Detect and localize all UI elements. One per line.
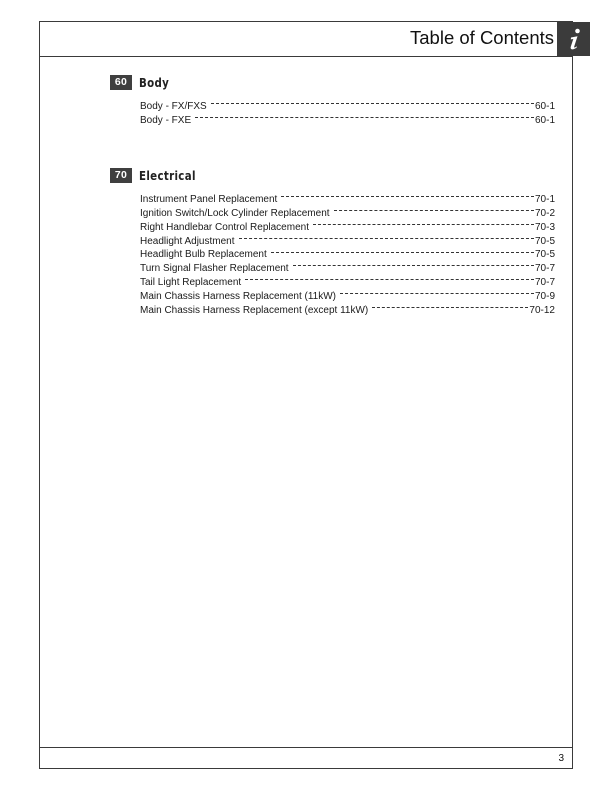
section-number-badge: 70 bbox=[110, 168, 132, 183]
toc-entry-title: Body - FX/FXS bbox=[140, 100, 207, 112]
info-italic-icon bbox=[566, 27, 582, 51]
toc-entry[interactable] bbox=[140, 188, 555, 205]
toc-entry-list bbox=[140, 95, 555, 126]
dot-leader bbox=[340, 285, 534, 299]
dot-leader bbox=[313, 216, 534, 230]
section-heading bbox=[110, 73, 560, 91]
toc-entry-list bbox=[140, 188, 555, 317]
toc-section-body bbox=[110, 73, 560, 126]
dot-leader bbox=[195, 109, 534, 123]
dot-leader bbox=[245, 271, 534, 285]
toc-entry-page: 70-9 bbox=[534, 291, 555, 303]
toc-entry-page: 70-12 bbox=[529, 305, 555, 317]
section-heading bbox=[110, 166, 560, 184]
toc-section-electrical bbox=[110, 166, 560, 317]
toc-entry-title: Turn Signal Flasher Replacement bbox=[140, 263, 289, 275]
toc-entry-title: Main Chassis Harness Replacement (except 11kW) bbox=[140, 305, 369, 317]
toc-entry-page: 70-7 bbox=[534, 263, 555, 275]
dot-leader bbox=[372, 299, 528, 313]
dot-leader bbox=[281, 188, 534, 202]
info-icon-box bbox=[557, 22, 590, 56]
toc-entry-title: Headlight Bulb Replacement bbox=[140, 249, 267, 261]
toc-entry-page: 60-1 bbox=[534, 114, 555, 126]
toc-entry[interactable] bbox=[140, 95, 555, 112]
page-title: Table of Contents bbox=[410, 27, 554, 48]
toc-entry-page: 70-5 bbox=[534, 249, 555, 261]
toc-entry-title: Body - FXE bbox=[140, 114, 192, 126]
toc-entry[interactable] bbox=[140, 109, 555, 126]
dot-leader bbox=[239, 230, 534, 244]
page-number: 3 bbox=[558, 753, 564, 764]
toc-entry-title: Headlight Adjustment bbox=[140, 235, 235, 247]
dot-leader bbox=[271, 244, 534, 258]
toc-entry-page: 60-1 bbox=[534, 100, 555, 112]
section-number-badge: 60 bbox=[110, 75, 132, 90]
dot-leader bbox=[334, 202, 534, 216]
section-title: Body bbox=[139, 74, 170, 90]
dot-leader bbox=[211, 95, 534, 109]
section-title: Electrical bbox=[139, 167, 196, 183]
toc-entry-page: 70-3 bbox=[534, 221, 555, 233]
toc-entry-title: Tail Light Replacement bbox=[140, 277, 242, 289]
toc-entry-title: Instrument Panel Replacement bbox=[140, 193, 278, 205]
toc-entry-page: 70-2 bbox=[534, 207, 555, 219]
dot-leader bbox=[293, 257, 534, 271]
toc-entry-page: 70-1 bbox=[534, 193, 555, 205]
toc-entry-title: Right Handlebar Control Replacement bbox=[140, 221, 309, 233]
page-frame bbox=[39, 21, 573, 769]
header-divider bbox=[39, 56, 573, 57]
toc-entry-page: 70-5 bbox=[534, 235, 555, 247]
toc-entry-title: Main Chassis Harness Replacement (11kW) bbox=[140, 291, 336, 303]
toc-entry-title: Ignition Switch/Lock Cylinder Replacement bbox=[140, 207, 330, 219]
toc-entry-page: 70-7 bbox=[534, 277, 555, 289]
footer-divider bbox=[39, 747, 573, 748]
